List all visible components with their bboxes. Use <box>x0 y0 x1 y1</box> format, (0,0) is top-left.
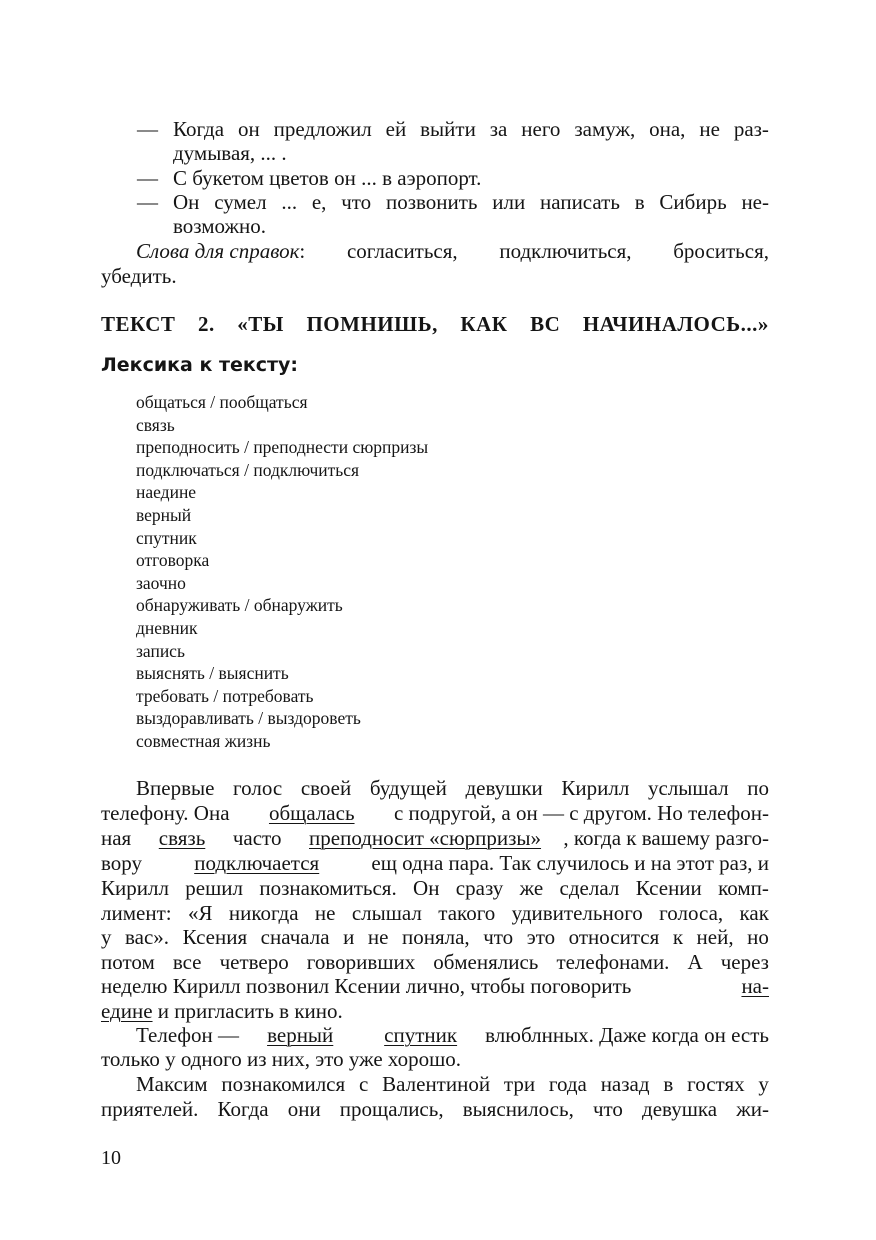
word: слышал <box>351 901 422 925</box>
word: ей <box>385 117 407 141</box>
word: прощались, <box>339 1097 444 1121</box>
text-run <box>356 1023 361 1047</box>
word: телефонами. <box>556 950 670 974</box>
word: у <box>101 925 112 949</box>
vocab-item: совместная жизнь <box>136 730 271 751</box>
word: гостях <box>687 1072 745 1096</box>
word: решил <box>185 876 244 900</box>
exercise-item-3-line-1 <box>173 190 769 214</box>
word: сначала <box>260 925 330 949</box>
word: 2. <box>197 312 215 336</box>
word: «Я <box>187 901 213 925</box>
word: голос <box>233 776 283 800</box>
vocab-item: спутник <box>136 527 197 548</box>
vocab-item: заочно <box>136 572 186 593</box>
vocab-item: связь <box>136 414 175 435</box>
word: Впервые <box>136 776 215 800</box>
word: познакомился <box>221 1072 346 1096</box>
word: же <box>519 876 544 900</box>
word: будущей <box>369 776 447 800</box>
word: или <box>492 190 526 214</box>
text-run: Телефон — <box>136 1023 245 1047</box>
paragraph-3-line-1 <box>136 1072 769 1096</box>
vocab-list <box>136 391 428 753</box>
word: Валентиной <box>382 1072 491 1096</box>
paragraph-1-line-4 <box>101 851 769 875</box>
text-run: вору <box>101 851 148 875</box>
dash-marker: — <box>137 166 158 190</box>
word: приятелей. <box>101 1097 199 1121</box>
word: ней, <box>696 925 734 949</box>
word: предложил <box>273 117 372 141</box>
word: раз- <box>733 117 769 141</box>
word: не <box>314 901 336 925</box>
word: услышал <box>648 776 729 800</box>
section-title <box>101 312 769 337</box>
word: сразу <box>455 876 504 900</box>
vocab-item: запись <box>136 640 185 661</box>
word: и <box>343 925 355 949</box>
word: не <box>699 117 720 141</box>
word: она, <box>649 117 686 141</box>
word: замуж, <box>574 117 636 141</box>
word: е, <box>311 190 327 214</box>
hint-word: броситься, <box>673 239 769 263</box>
hint-label: Слова для справок <box>136 239 300 263</box>
word: поняла, <box>401 925 470 949</box>
word: три <box>503 1072 536 1096</box>
paragraph-3-line-2 <box>101 1097 769 1121</box>
word: удивительного <box>511 901 643 925</box>
word: все <box>172 950 202 974</box>
page-number: 10 <box>101 1147 121 1169</box>
vocab-item: наедине <box>136 482 197 503</box>
word: своей <box>300 776 352 800</box>
paragraph-1-line-2 <box>101 801 769 825</box>
paragraph-2-line-1 <box>136 1023 769 1047</box>
text-run: и пригласить в кино. <box>152 999 343 1023</box>
text-run: с подругой, а он — с другом. Но телефон- <box>388 801 769 825</box>
paragraph-1-line-10 <box>101 999 343 1023</box>
word: они <box>287 1097 321 1121</box>
exercise-item-1 <box>101 117 769 165</box>
text-run: ещ одна пара. Так случилось и на этот раз, и <box>366 851 769 875</box>
word: девушка <box>642 1097 718 1121</box>
word: НАЧИНАЛОСЬ...» <box>582 312 769 336</box>
vocab-item: подключаться / подключиться <box>136 459 360 480</box>
vocab-item: выяснять / выяснить <box>136 663 289 684</box>
exercise-item-2-line-1: С букетом цветов он ... в аэропорт. <box>173 166 482 190</box>
word: лимент: <box>101 901 172 925</box>
word: ... <box>281 190 298 214</box>
text-run: неделю Кирилл позвонил Ксении лично, чтобы поговорить <box>101 974 637 998</box>
word: что <box>483 925 514 949</box>
word: Когда <box>217 1097 269 1121</box>
paragraph-1-line-1 <box>136 776 769 800</box>
word: по <box>747 776 769 800</box>
word: у <box>758 1072 769 1096</box>
vocab-item: выздоравливать / выздороветь <box>136 708 361 729</box>
word: что <box>592 1097 623 1121</box>
paragraph-1-line-5 <box>101 876 769 900</box>
underlined-phrase: преподносит «сюрпризы» <box>309 826 542 850</box>
word: жи- <box>736 1097 769 1121</box>
vocab-item: отговорка <box>136 550 210 571</box>
word: через <box>720 950 769 974</box>
word: не <box>367 925 389 949</box>
word: Сибирь <box>659 190 727 214</box>
word: выйти <box>420 117 476 141</box>
word: Он <box>413 876 440 900</box>
underlined-word: связь <box>158 826 206 850</box>
word: он <box>237 117 260 141</box>
hint-lead <box>136 239 305 263</box>
word: вас». <box>125 925 170 949</box>
word: Он <box>173 190 200 214</box>
word: написать <box>540 190 620 214</box>
underlined-word: спутник <box>384 1023 458 1047</box>
word: Ксении <box>635 876 702 900</box>
word: голоса, <box>659 901 724 925</box>
hint-line <box>136 239 769 263</box>
word: ВС <box>530 312 561 336</box>
word: не- <box>741 190 769 214</box>
word: но <box>747 925 769 949</box>
exercise-item-1-line-1 <box>173 117 769 141</box>
word: А <box>687 950 703 974</box>
word: ТЕКСТ <box>101 312 176 336</box>
text-run: ная <box>101 826 137 850</box>
exercise-item-3-line-2: возможно. <box>173 214 267 238</box>
word: позвонить <box>385 190 478 214</box>
text-run: часто <box>227 826 287 850</box>
word: относится <box>568 925 660 949</box>
underlined-word: едине <box>101 999 153 1023</box>
word: к <box>672 925 684 949</box>
word: потом <box>101 950 155 974</box>
word: в <box>634 190 645 214</box>
word: познакомиться. <box>259 876 397 900</box>
vocab-item: дневник <box>136 617 198 638</box>
word: за <box>489 117 508 141</box>
word: это <box>526 925 556 949</box>
word: года <box>548 1072 587 1096</box>
word: как <box>739 901 769 925</box>
word: сделал <box>559 876 620 900</box>
word: выяснилось, <box>462 1097 574 1121</box>
underlined-word: подключается <box>194 851 320 875</box>
exercise-item-3 <box>101 190 769 238</box>
word: в <box>663 1072 674 1096</box>
word: назад <box>600 1072 650 1096</box>
text-run: , когда к вашему разго- <box>563 826 769 850</box>
paragraph-2-line-2: только у одного из них, это уже хорошо. <box>101 1047 462 1071</box>
word: него <box>521 117 561 141</box>
word: Ксения <box>182 925 248 949</box>
exercise-item-1-line-2: думывая, ... . <box>173 141 287 165</box>
word: что <box>341 190 372 214</box>
word: говоривших <box>306 950 416 974</box>
paragraph-1-line-6 <box>101 901 769 925</box>
vocab-item: общаться / пообщаться <box>136 392 308 412</box>
paragraph-1-line-7 <box>101 925 769 949</box>
paragraph-1-line-3 <box>101 826 769 850</box>
word: четверо <box>219 950 289 974</box>
word: КАК <box>460 312 508 336</box>
paragraph-1-line-8 <box>101 950 769 974</box>
vocab-heading: Лексика к тексту: <box>101 354 299 376</box>
underlined-word: общалась <box>268 801 355 825</box>
word: никогда <box>228 901 299 925</box>
word: комп- <box>718 876 769 900</box>
hint-colon: : <box>299 239 306 263</box>
text-run: телефону. Она <box>101 801 235 825</box>
dash-marker: — <box>137 117 158 141</box>
vocab-item: обнаруживать / обнаружить <box>136 595 343 616</box>
word: девушки <box>465 776 543 800</box>
word: сумел <box>214 190 267 214</box>
hint-last-line: убедить. <box>101 264 177 288</box>
dash-marker: — <box>137 190 158 214</box>
paragraph-1-line-9 <box>101 974 769 998</box>
underlined-word: на- <box>741 974 769 998</box>
word: ПОМНИШЬ, <box>306 312 438 336</box>
word: «ТЫ <box>237 312 284 336</box>
vocab-item: требовать / потребовать <box>136 685 314 706</box>
hint-word: подключиться, <box>499 239 632 263</box>
word: Когда <box>173 117 225 141</box>
word: Кирилл <box>101 876 169 900</box>
word: такого <box>438 901 496 925</box>
word: Кирилл <box>561 776 630 800</box>
text-run: влюблнных. Даже когда он есть <box>479 1023 769 1047</box>
underlined-word: верный <box>267 1023 334 1047</box>
vocab-item: верный <box>136 504 192 525</box>
word: Максим <box>136 1072 208 1096</box>
word: с <box>358 1072 369 1096</box>
hint-word: согласиться, <box>346 239 458 263</box>
vocab-item: преподносить / преподнести сюрпризы <box>136 437 429 458</box>
word: обменялись <box>433 950 539 974</box>
